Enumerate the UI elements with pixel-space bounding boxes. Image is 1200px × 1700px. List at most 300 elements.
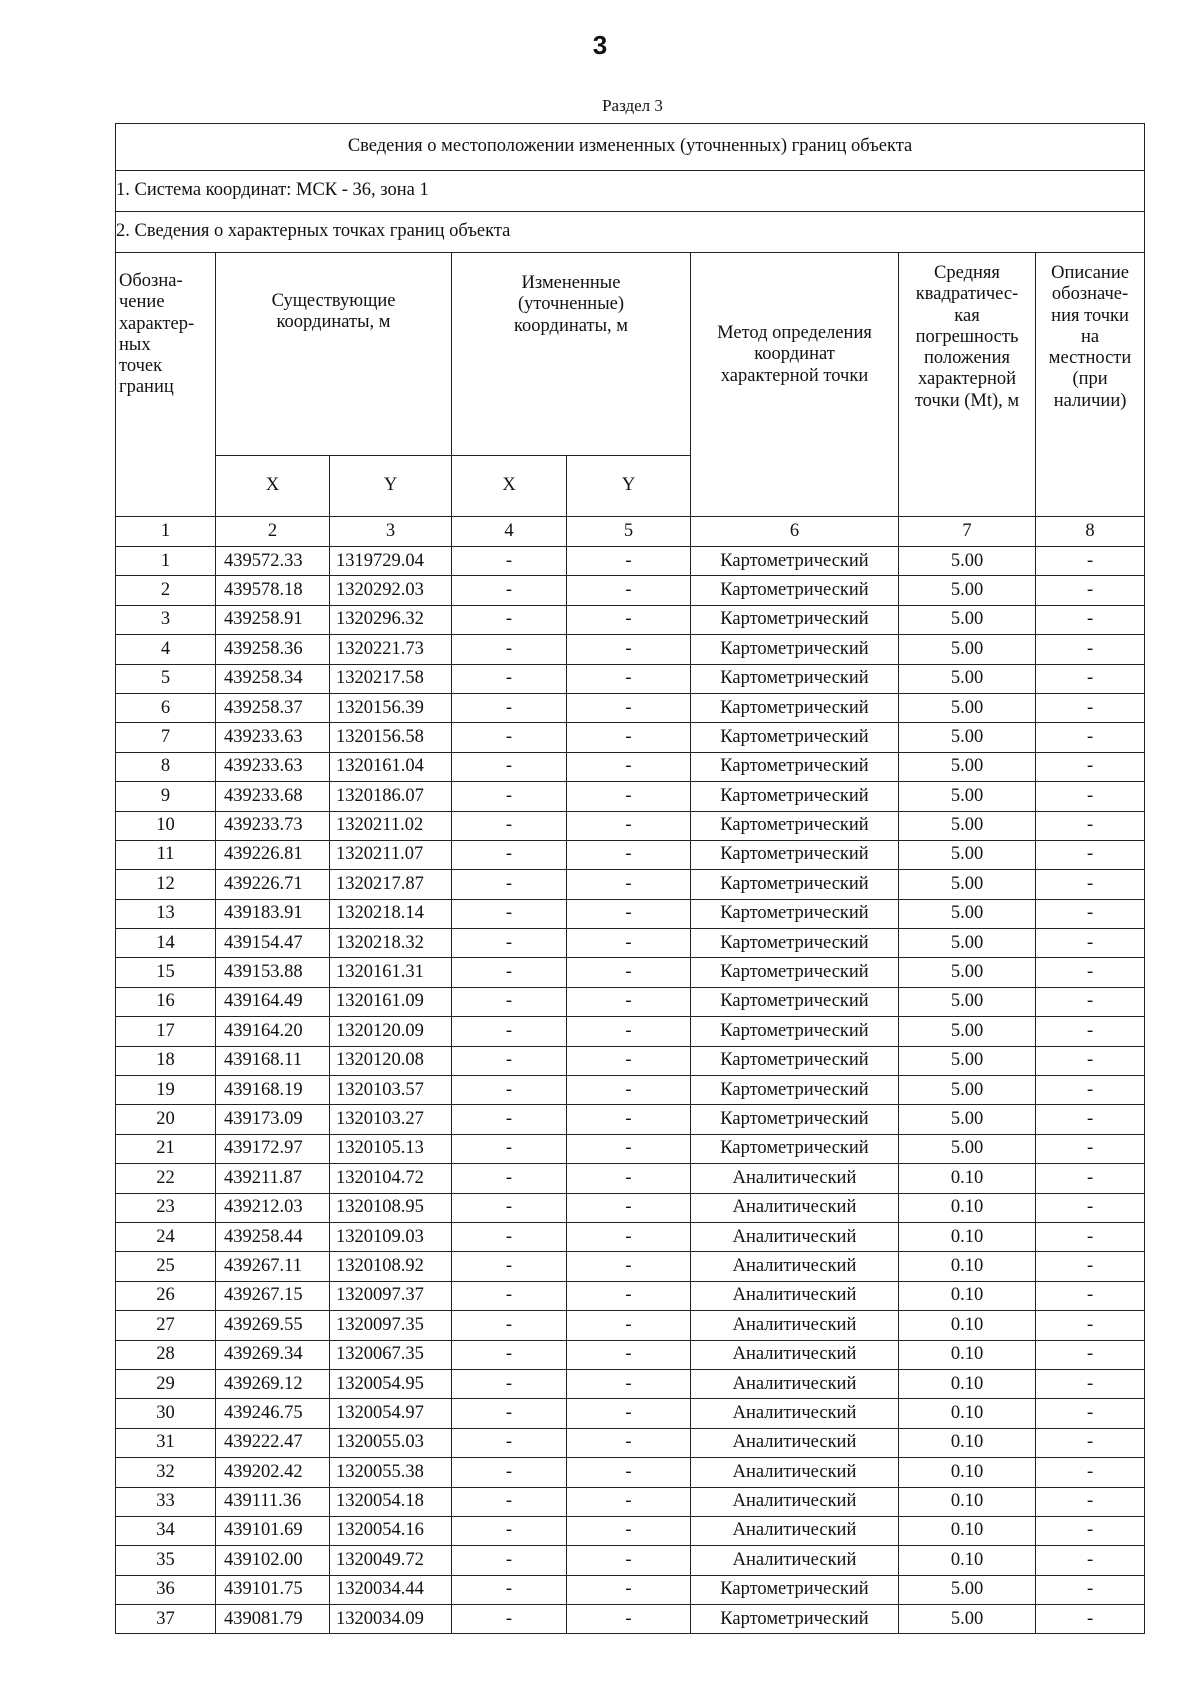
point-number-cell: 32 <box>116 1458 216 1487</box>
description-cell: - <box>1036 840 1145 869</box>
accuracy-cell: 0.10 <box>899 1193 1036 1222</box>
accuracy-cell: 5.00 <box>899 752 1036 781</box>
point-number-cell: 25 <box>116 1252 216 1281</box>
existing-x-cell: 439164.20 <box>216 1017 330 1046</box>
changed-y-cell: - <box>567 1193 691 1222</box>
accuracy-cell: 5.00 <box>899 1105 1036 1134</box>
header-changed-x: X <box>452 456 567 517</box>
existing-y-cell: 1320054.18 <box>330 1487 452 1516</box>
changed-y-cell: - <box>567 958 691 987</box>
existing-y-cell: 1320034.44 <box>330 1575 452 1604</box>
description-cell: - <box>1036 1575 1145 1604</box>
changed-x-cell: - <box>452 1340 567 1369</box>
changed-y-cell: - <box>567 1546 691 1575</box>
accuracy-cell: 5.00 <box>899 899 1036 928</box>
method-cell: Аналитический <box>691 1546 899 1575</box>
table-row <box>116 782 1145 811</box>
accuracy-cell: 5.00 <box>899 1017 1036 1046</box>
description-cell: - <box>1036 1605 1145 1634</box>
existing-x-cell: 439164.49 <box>216 987 330 1016</box>
changed-y-cell: - <box>567 1399 691 1428</box>
existing-y-cell: 1320054.95 <box>330 1369 452 1398</box>
description-cell: - <box>1036 1546 1145 1575</box>
point-number-cell: 11 <box>116 840 216 869</box>
table-row <box>116 723 1145 752</box>
table-row <box>116 1458 1145 1487</box>
changed-x-cell: - <box>452 1281 567 1310</box>
boundary-points-table <box>115 123 1145 1634</box>
point-number-cell: 17 <box>116 1017 216 1046</box>
changed-y-cell: - <box>567 1017 691 1046</box>
existing-y-cell: 1319729.04 <box>330 547 452 576</box>
existing-x-cell: 439269.12 <box>216 1369 330 1398</box>
description-cell: - <box>1036 1281 1145 1310</box>
table-row <box>116 547 1145 576</box>
table-row <box>116 1340 1145 1369</box>
existing-y-cell: 1320217.58 <box>330 664 452 693</box>
accuracy-cell: 5.00 <box>899 693 1036 722</box>
column-number: 1 <box>116 517 216 547</box>
column-number: 3 <box>330 517 452 547</box>
table-row <box>116 811 1145 840</box>
existing-y-cell: 1320221.73 <box>330 635 452 664</box>
changed-y-cell: - <box>567 693 691 722</box>
accuracy-cell: 0.10 <box>899 1516 1036 1545</box>
table-row <box>116 693 1145 722</box>
accuracy-cell: 0.10 <box>899 1399 1036 1428</box>
changed-y-cell: - <box>567 1046 691 1075</box>
changed-y-cell: - <box>567 1369 691 1398</box>
existing-y-cell: 1320211.02 <box>330 811 452 840</box>
method-cell: Картометрический <box>691 693 899 722</box>
point-number-cell: 24 <box>116 1222 216 1251</box>
existing-y-cell: 1320109.03 <box>330 1222 452 1251</box>
method-cell: Картометрический <box>691 1017 899 1046</box>
changed-y-cell: - <box>567 547 691 576</box>
changed-y-cell: - <box>567 1340 691 1369</box>
existing-x-cell: 439267.11 <box>216 1252 330 1281</box>
changed-y-cell: - <box>567 1252 691 1281</box>
existing-x-cell: 439101.75 <box>216 1575 330 1604</box>
changed-x-cell: - <box>452 693 567 722</box>
point-number-cell: 33 <box>116 1487 216 1516</box>
changed-x-cell: - <box>452 1605 567 1634</box>
method-cell: Картометрический <box>691 929 899 958</box>
existing-y-cell: 1320156.58 <box>330 723 452 752</box>
existing-x-cell: 439233.68 <box>216 782 330 811</box>
changed-y-cell: - <box>567 1516 691 1545</box>
existing-y-cell: 1320217.87 <box>330 870 452 899</box>
method-cell: Картометрический <box>691 635 899 664</box>
table-row <box>116 1017 1145 1046</box>
existing-y-cell: 1320055.38 <box>330 1458 452 1487</box>
point-number-cell: 34 <box>116 1516 216 1545</box>
method-cell: Аналитический <box>691 1311 899 1340</box>
existing-y-cell: 1320104.72 <box>330 1164 452 1193</box>
accuracy-cell: 5.00 <box>899 782 1036 811</box>
existing-x-cell: 439269.34 <box>216 1340 330 1369</box>
section-label: Раздел 3 <box>602 96 663 115</box>
point-number-cell: 37 <box>116 1605 216 1634</box>
point-number-cell: 35 <box>116 1546 216 1575</box>
changed-x-cell: - <box>452 840 567 869</box>
description-cell: - <box>1036 576 1145 605</box>
existing-x-cell: 439154.47 <box>216 929 330 958</box>
existing-x-cell: 439246.75 <box>216 1399 330 1428</box>
changed-y-cell: - <box>567 1605 691 1634</box>
accuracy-cell: 5.00 <box>899 811 1036 840</box>
description-cell: - <box>1036 1458 1145 1487</box>
method-cell: Картометрический <box>691 1076 899 1105</box>
existing-y-cell: 1320186.07 <box>330 782 452 811</box>
existing-y-cell: 1320103.57 <box>330 1076 452 1105</box>
method-cell: Картометрический <box>691 899 899 928</box>
table-row <box>116 1222 1145 1251</box>
table-row <box>116 1164 1145 1193</box>
changed-x-cell: - <box>452 1046 567 1075</box>
method-cell: Аналитический <box>691 1369 899 1398</box>
description-cell: - <box>1036 1164 1145 1193</box>
point-number-cell: 8 <box>116 752 216 781</box>
accuracy-cell: 0.10 <box>899 1222 1036 1251</box>
method-cell: Картометрический <box>691 1575 899 1604</box>
header-method: Метод определения координат характерной точки <box>691 253 899 517</box>
point-number-cell: 7 <box>116 723 216 752</box>
description-cell: - <box>1036 1399 1145 1428</box>
header-description: Описание обозначе- ния точки на местности (при наличии) <box>1036 253 1145 517</box>
accuracy-cell: 5.00 <box>899 1575 1036 1604</box>
table-row <box>116 1105 1145 1134</box>
changed-y-cell: - <box>567 840 691 869</box>
accuracy-cell: 0.10 <box>899 1281 1036 1310</box>
existing-x-cell: 439572.33 <box>216 547 330 576</box>
existing-y-cell: 1320156.39 <box>330 693 452 722</box>
existing-x-cell: 439226.71 <box>216 870 330 899</box>
changed-x-cell: - <box>452 1164 567 1193</box>
header-accuracy: Средняя квадратичес- кая погрешность положения характерной точки (Mt), м <box>899 253 1036 517</box>
existing-y-cell: 1320054.97 <box>330 1399 452 1428</box>
changed-x-cell: - <box>452 958 567 987</box>
accuracy-cell: 5.00 <box>899 840 1036 869</box>
table-row <box>116 1281 1145 1310</box>
changed-y-cell: - <box>567 929 691 958</box>
method-cell: Аналитический <box>691 1222 899 1251</box>
table-row <box>116 840 1145 869</box>
method-cell: Картометрический <box>691 576 899 605</box>
table-row <box>116 1046 1145 1075</box>
accuracy-cell: 5.00 <box>899 664 1036 693</box>
column-number: 8 <box>1036 517 1145 547</box>
point-number-cell: 3 <box>116 605 216 634</box>
point-number-cell: 30 <box>116 1399 216 1428</box>
existing-x-cell: 439267.15 <box>216 1281 330 1310</box>
point-number-cell: 22 <box>116 1164 216 1193</box>
changed-x-cell: - <box>452 635 567 664</box>
description-cell: - <box>1036 929 1145 958</box>
point-number-cell: 2 <box>116 576 216 605</box>
table-row <box>116 1487 1145 1516</box>
changed-x-cell: - <box>452 1222 567 1251</box>
changed-x-cell: - <box>452 547 567 576</box>
point-number-cell: 29 <box>116 1369 216 1398</box>
column-number: 2 <box>216 517 330 547</box>
description-cell: - <box>1036 1134 1145 1163</box>
existing-x-cell: 439233.63 <box>216 723 330 752</box>
accuracy-cell: 5.00 <box>899 723 1036 752</box>
method-cell: Аналитический <box>691 1458 899 1487</box>
existing-y-cell: 1320054.16 <box>330 1516 452 1545</box>
method-cell: Аналитический <box>691 1516 899 1545</box>
method-cell: Картометрический <box>691 605 899 634</box>
changed-x-cell: - <box>452 1487 567 1516</box>
method-cell: Аналитический <box>691 1340 899 1369</box>
description-cell: - <box>1036 1487 1145 1516</box>
accuracy-cell: 5.00 <box>899 1046 1036 1075</box>
changed-x-cell: - <box>452 782 567 811</box>
changed-y-cell: - <box>567 1428 691 1457</box>
table-row <box>116 1516 1145 1545</box>
changed-y-cell: - <box>567 605 691 634</box>
point-number-cell: 16 <box>116 987 216 1016</box>
changed-y-cell: - <box>567 782 691 811</box>
description-cell: - <box>1036 870 1145 899</box>
existing-y-cell: 1320097.37 <box>330 1281 452 1310</box>
table-row <box>116 664 1145 693</box>
accuracy-cell: 0.10 <box>899 1252 1036 1281</box>
table-row <box>116 752 1145 781</box>
changed-y-cell: - <box>567 811 691 840</box>
point-number-cell: 14 <box>116 929 216 958</box>
existing-x-cell: 439168.19 <box>216 1076 330 1105</box>
changed-y-cell: - <box>567 664 691 693</box>
description-cell: - <box>1036 1428 1145 1457</box>
point-number-cell: 1 <box>116 547 216 576</box>
method-cell: Аналитический <box>691 1252 899 1281</box>
accuracy-cell: 0.10 <box>899 1458 1036 1487</box>
existing-x-cell: 439173.09 <box>216 1105 330 1134</box>
point-number-cell: 10 <box>116 811 216 840</box>
description-cell: - <box>1036 1516 1145 1545</box>
column-number: 6 <box>691 517 899 547</box>
description-cell: - <box>1036 1017 1145 1046</box>
existing-y-cell: 1320161.31 <box>330 958 452 987</box>
point-number-cell: 4 <box>116 635 216 664</box>
changed-y-cell: - <box>567 1281 691 1310</box>
method-cell: Картометрический <box>691 547 899 576</box>
existing-x-cell: 439578.18 <box>216 576 330 605</box>
points-heading: 2. Сведения о характерных точках границ объекта <box>116 212 1145 253</box>
method-cell: Картометрический <box>691 840 899 869</box>
existing-y-cell: 1320218.14 <box>330 899 452 928</box>
point-number-cell: 26 <box>116 1281 216 1310</box>
changed-y-cell: - <box>567 1487 691 1516</box>
changed-y-cell: - <box>567 987 691 1016</box>
point-number-cell: 12 <box>116 870 216 899</box>
accuracy-cell: 0.10 <box>899 1487 1036 1516</box>
changed-y-cell: - <box>567 1458 691 1487</box>
accuracy-cell: 0.10 <box>899 1164 1036 1193</box>
changed-x-cell: - <box>452 1076 567 1105</box>
description-cell: - <box>1036 664 1145 693</box>
changed-y-cell: - <box>567 635 691 664</box>
method-cell: Аналитический <box>691 1164 899 1193</box>
existing-y-cell: 1320108.95 <box>330 1193 452 1222</box>
accuracy-cell: 0.10 <box>899 1369 1036 1398</box>
changed-x-cell: - <box>452 723 567 752</box>
point-number-cell: 5 <box>116 664 216 693</box>
method-cell: Аналитический <box>691 1399 899 1428</box>
description-cell: - <box>1036 1193 1145 1222</box>
point-number-cell: 31 <box>116 1428 216 1457</box>
existing-x-cell: 439226.81 <box>216 840 330 869</box>
accuracy-cell: 5.00 <box>899 1605 1036 1634</box>
changed-x-cell: - <box>452 576 567 605</box>
accuracy-cell: 0.10 <box>899 1340 1036 1369</box>
existing-y-cell: 1320120.09 <box>330 1017 452 1046</box>
table-row <box>116 1605 1145 1634</box>
table-row <box>116 870 1145 899</box>
table-row <box>116 1546 1145 1575</box>
header-changed-y: Y <box>567 456 691 517</box>
changed-x-cell: - <box>452 1252 567 1281</box>
description-cell: - <box>1036 1222 1145 1251</box>
existing-x-cell: 439111.36 <box>216 1487 330 1516</box>
table-row <box>116 605 1145 634</box>
method-cell: Аналитический <box>691 1193 899 1222</box>
description-cell: - <box>1036 1369 1145 1398</box>
description-cell: - <box>1036 1311 1145 1340</box>
accuracy-cell: 5.00 <box>899 958 1036 987</box>
existing-y-cell: 1320055.03 <box>330 1428 452 1457</box>
changed-y-cell: - <box>567 1575 691 1604</box>
changed-y-cell: - <box>567 752 691 781</box>
accuracy-cell: 5.00 <box>899 547 1036 576</box>
existing-x-cell: 439183.91 <box>216 899 330 928</box>
table-row <box>116 899 1145 928</box>
table-title: Сведения о местоположении измененных (уточненных) границ объекта <box>116 124 1145 171</box>
changed-x-cell: - <box>452 1311 567 1340</box>
header-changed-coordinates: Измененные (уточненные) координаты, м <box>452 253 691 456</box>
method-cell: Картометрический <box>691 723 899 752</box>
existing-x-cell: 439233.73 <box>216 811 330 840</box>
existing-y-cell: 1320105.13 <box>330 1134 452 1163</box>
table-row <box>116 576 1145 605</box>
accuracy-cell: 5.00 <box>899 635 1036 664</box>
description-cell: - <box>1036 958 1145 987</box>
existing-x-cell: 439211.87 <box>216 1164 330 1193</box>
existing-y-cell: 1320034.09 <box>330 1605 452 1634</box>
method-cell: Картометрический <box>691 1046 899 1075</box>
existing-x-cell: 439258.34 <box>216 664 330 693</box>
method-cell: Картометрический <box>691 811 899 840</box>
point-number-cell: 9 <box>116 782 216 811</box>
table-row <box>116 1399 1145 1428</box>
existing-x-cell: 439269.55 <box>216 1311 330 1340</box>
accuracy-cell: 5.00 <box>899 929 1036 958</box>
existing-x-cell: 439081.79 <box>216 1605 330 1634</box>
description-cell: - <box>1036 1046 1145 1075</box>
changed-x-cell: - <box>452 1193 567 1222</box>
column-number: 7 <box>899 517 1036 547</box>
existing-y-cell: 1320292.03 <box>330 576 452 605</box>
changed-y-cell: - <box>567 899 691 928</box>
point-number-cell: 13 <box>116 899 216 928</box>
accuracy-cell: 5.00 <box>899 1134 1036 1163</box>
point-number-cell: 18 <box>116 1046 216 1075</box>
column-number: 4 <box>452 517 567 547</box>
changed-x-cell: - <box>452 899 567 928</box>
method-cell: Картометрический <box>691 987 899 1016</box>
existing-x-cell: 439212.03 <box>216 1193 330 1222</box>
changed-x-cell: - <box>452 1516 567 1545</box>
accuracy-cell: 5.00 <box>899 576 1036 605</box>
table-row <box>116 929 1145 958</box>
page-number: 3 <box>592 30 608 60</box>
accuracy-cell: 5.00 <box>899 605 1036 634</box>
point-number-cell: 19 <box>116 1076 216 1105</box>
changed-y-cell: - <box>567 1311 691 1340</box>
table-row <box>116 1193 1145 1222</box>
table-body <box>116 547 1145 1634</box>
existing-y-cell: 1320211.07 <box>330 840 452 869</box>
existing-x-cell: 439101.69 <box>216 1516 330 1545</box>
changed-x-cell: - <box>452 1134 567 1163</box>
method-cell: Картометрический <box>691 782 899 811</box>
existing-x-cell: 439258.44 <box>216 1222 330 1251</box>
existing-y-cell: 1320161.04 <box>330 752 452 781</box>
table-row <box>116 1428 1145 1457</box>
changed-x-cell: - <box>452 1399 567 1428</box>
accuracy-cell: 0.10 <box>899 1311 1036 1340</box>
point-number-cell: 27 <box>116 1311 216 1340</box>
point-number-cell: 15 <box>116 958 216 987</box>
existing-y-cell: 1320120.08 <box>330 1046 452 1075</box>
point-number-cell: 6 <box>116 693 216 722</box>
accuracy-cell: 5.00 <box>899 987 1036 1016</box>
table-row <box>116 987 1145 1016</box>
changed-x-cell: - <box>452 929 567 958</box>
changed-x-cell: - <box>452 752 567 781</box>
existing-x-cell: 439258.36 <box>216 635 330 664</box>
header-designation: Обозна- чение характер- ных точек границ <box>116 253 216 517</box>
existing-x-cell: 439222.47 <box>216 1428 330 1457</box>
table-row <box>116 1134 1145 1163</box>
table-row <box>116 1252 1145 1281</box>
existing-x-cell: 439153.88 <box>216 958 330 987</box>
existing-y-cell: 1320067.35 <box>330 1340 452 1369</box>
table-row <box>116 1369 1145 1398</box>
changed-x-cell: - <box>452 664 567 693</box>
point-number-cell: 21 <box>116 1134 216 1163</box>
changed-x-cell: - <box>452 1369 567 1398</box>
changed-x-cell: - <box>452 1458 567 1487</box>
changed-x-cell: - <box>452 1428 567 1457</box>
description-cell: - <box>1036 723 1145 752</box>
accuracy-cell: 0.10 <box>899 1428 1036 1457</box>
description-cell: - <box>1036 693 1145 722</box>
accuracy-cell: 5.00 <box>899 870 1036 899</box>
description-cell: - <box>1036 782 1145 811</box>
table-row <box>116 1076 1145 1105</box>
method-cell: Аналитический <box>691 1428 899 1457</box>
method-cell: Аналитический <box>691 1281 899 1310</box>
description-cell: - <box>1036 1076 1145 1105</box>
description-cell: - <box>1036 987 1145 1016</box>
method-cell: Картометрический <box>691 870 899 899</box>
changed-y-cell: - <box>567 1164 691 1193</box>
point-number-cell: 20 <box>116 1105 216 1134</box>
changed-y-cell: - <box>567 870 691 899</box>
